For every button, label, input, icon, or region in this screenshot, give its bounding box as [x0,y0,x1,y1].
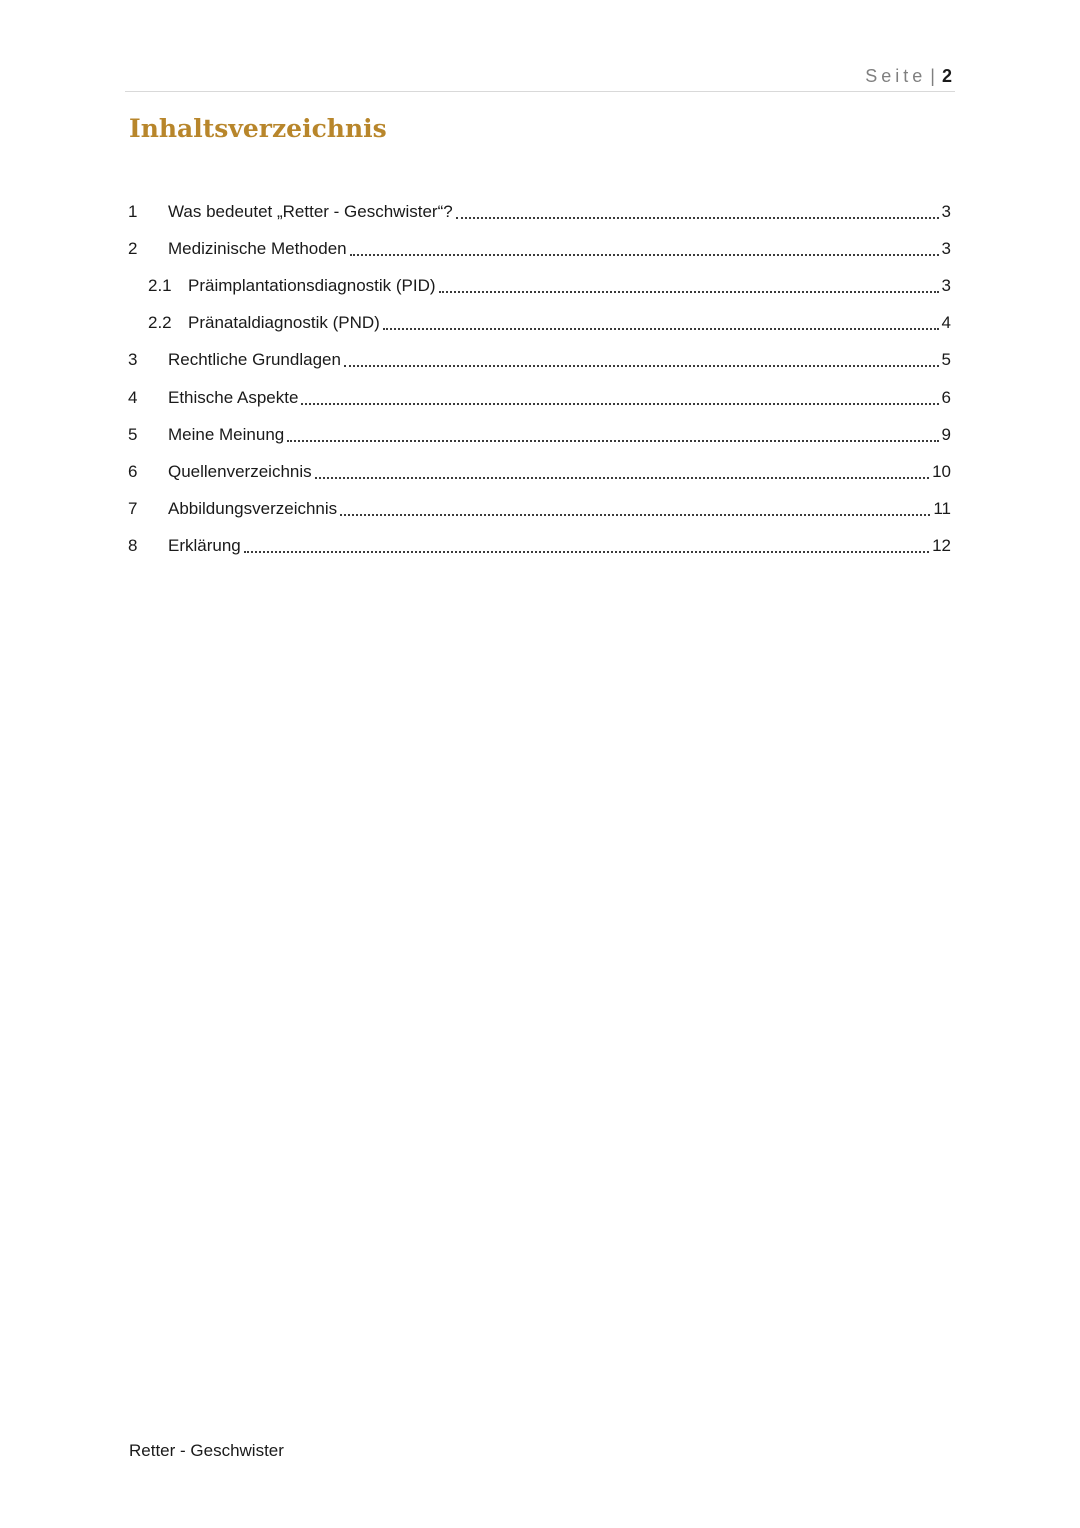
toc-entry-title: Rechtliche Grundlagen [168,350,341,370]
toc-entry-page: 6 [941,387,951,407]
header-page-indicator [865,66,952,87]
toc-entry[interactable] [128,379,951,416]
toc-entry-page: 5 [941,350,951,370]
toc-entry[interactable] [128,267,951,304]
toc-entry-page: 12 [932,536,951,556]
toc-entry-title: Präimplantationsdiagnostik (PID) [188,275,436,295]
toc-dot-leader [315,477,929,479]
toc-entry-page: 3 [941,275,951,295]
toc-entry-number: 2 [128,238,138,258]
toc-entry-number: 1 [128,201,138,221]
page-header [125,62,955,92]
toc-entry[interactable] [128,193,951,230]
toc-dot-leader [344,365,939,367]
toc-dot-leader [350,254,939,256]
toc-dot-leader [244,551,929,553]
toc-entry-title: Pränataldiagnostik (PND) [188,313,380,333]
toc-title: Inhaltsverzeichnis [129,114,387,143]
toc-entry[interactable] [128,453,951,490]
toc-dot-leader [439,291,939,293]
toc-entry-number: 6 [128,461,138,481]
toc-dot-leader [340,514,930,516]
toc-entry-page: 3 [941,238,951,258]
header-page-number: 2 [941,66,952,86]
toc-entry-page: 10 [932,461,951,481]
toc-entry-title: Quellenverzeichnis [168,461,312,481]
toc-dot-leader [301,403,938,405]
header-page-label: Seite [865,66,927,86]
header-separator: | [930,66,935,86]
toc-entry-title: Abbildungsverzeichnis [168,499,338,519]
toc-entry-title: Was bedeutet „Retter - Geschwister“? [168,201,453,221]
toc-entry-number: 2.2 [148,313,172,333]
toc-entry-page: 9 [941,424,951,444]
toc-entry-number: 5 [128,424,138,444]
toc-entry-title: Ethische Aspekte [168,387,299,407]
toc-entry-title: Erklärung [168,536,241,556]
toc-dot-leader [456,217,939,219]
toc-entry-number: 8 [128,536,138,556]
toc-entry[interactable] [128,305,951,342]
toc-entry-page: 3 [941,201,951,221]
toc-entry-number: 4 [128,387,138,407]
toc-dot-leader [287,440,938,442]
toc-entry[interactable] [128,491,951,528]
toc-entry-title: Meine Meinung [168,424,285,444]
toc-entry[interactable] [128,528,951,565]
toc-entry-title: Medizinische Methoden [168,238,347,258]
toc-entry[interactable] [128,416,951,453]
toc-dot-leader [383,328,939,330]
toc-entry-page: 4 [941,313,951,333]
toc-entry-number: 2.1 [148,275,172,295]
table-of-contents [128,193,951,565]
toc-entry[interactable] [128,342,951,379]
toc-entry-number: 7 [128,499,138,519]
toc-entry-number: 3 [128,350,138,370]
page-footer: Retter - Geschwister [129,1441,284,1460]
toc-entry[interactable] [128,230,951,267]
toc-entry-page: 11 [933,499,951,519]
